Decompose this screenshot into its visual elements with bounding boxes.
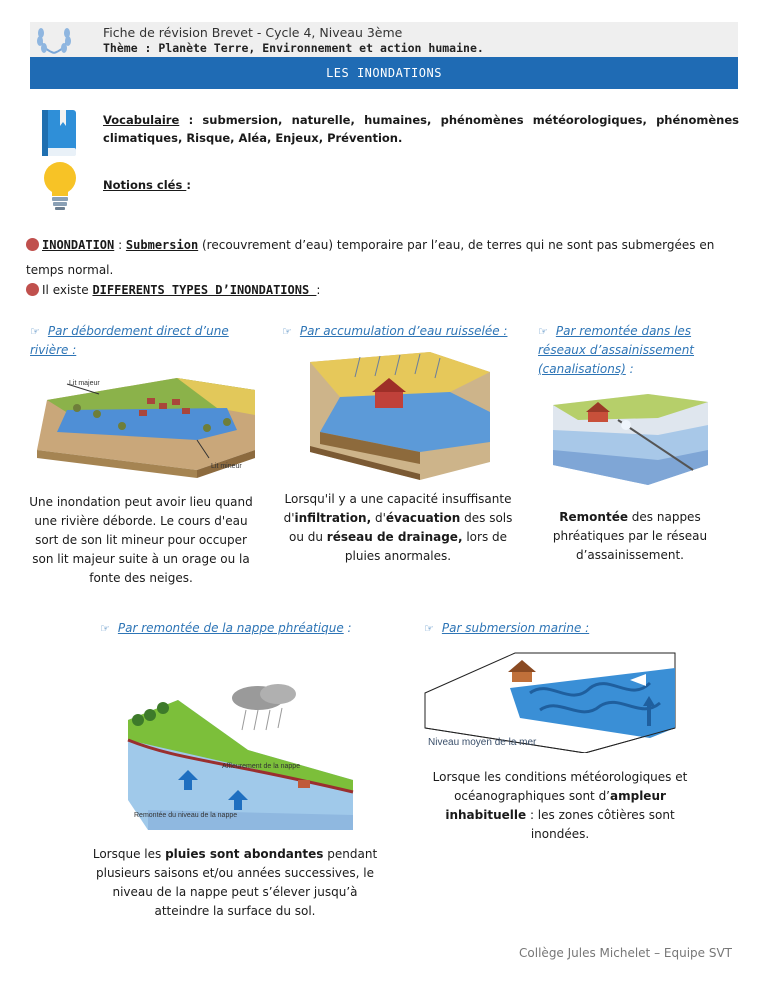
- pointing-hand-icon: ☞: [424, 622, 434, 635]
- key-notions: [103, 178, 191, 192]
- type-groundwater-title: [100, 619, 380, 638]
- marine-submersion-illustration: [420, 648, 680, 753]
- book-icon: [38, 108, 82, 160]
- type-river-overflow-desc: Une inondation peut avoir lieu quand une rivière déborde. Le cours d'eau sort de son lit mineur pour occuper son lit majeur suite à un orage ou la fonte des neiges.: [29, 495, 253, 585]
- vocabulary-text: : submersion, naturelle, humaines, phénomènes météorologiques, phénomènes climatiques, Risque, Aléa, Enjeux, Prévention.: [103, 113, 739, 145]
- marine-desc-3: : les zones côtières sont inondées.: [526, 808, 675, 841]
- label-remontee-niveau: Remontée du niveau de la nappe: [134, 812, 238, 819]
- types-intro-before: Il existe: [42, 283, 93, 297]
- groundwater-desc-3: pendant plusieurs saisons et/ou années successives, le niveau de la nappe peut s’élever jusqu’à atteindre la surface du sol.: [96, 847, 378, 918]
- label-lit-mineur: Lit mineur: [211, 463, 242, 470]
- type-groundwater-label-end: :: [343, 621, 352, 635]
- definition-sep: :: [114, 238, 126, 252]
- key-notions-label: Notions clés: [103, 178, 187, 192]
- sewer-desc-key: Remontée: [559, 510, 628, 524]
- type-groundwater-label: Par remontée de la nappe phréatique: [117, 621, 344, 635]
- types-intro: [26, 283, 320, 297]
- laurel-logo-icon: [34, 23, 74, 57]
- page-footer: Collège Jules Michelet – Equipe SVT: [519, 946, 732, 960]
- definition-paragraph: [26, 233, 741, 283]
- pointing-hand-icon: ☞: [538, 325, 548, 338]
- runoff-desc-5: des sols ou du: [288, 511, 513, 544]
- runoff-desc-7: lors de pluies anormales.: [344, 530, 508, 563]
- runoff-illustration: [300, 352, 500, 482]
- sewer-illustration: [548, 390, 710, 490]
- bullet-dot-icon: [26, 283, 39, 296]
- type-sewer-label: Par remontée dans les réseaux d’assainissement (canalisations): [538, 324, 695, 376]
- runoff-desc-evacuation: évacuation: [385, 511, 461, 525]
- sewer-desc-text: des nappes phréatiques par le réseau d’assainissement.: [552, 510, 708, 562]
- page-title-banner: LES INONDATIONS: [30, 57, 738, 89]
- type-runoff-label: Par accumulation d’eau ruisselée :: [299, 324, 508, 338]
- type-runoff-desc: [278, 490, 518, 566]
- river-overflow-illustration: [27, 370, 257, 480]
- header-theme: Thème : Planète Terre, Environnement et action humaine.: [103, 41, 484, 55]
- type-river-overflow-title: [30, 322, 240, 360]
- type-marine-label: Par submersion marine :: [441, 621, 590, 635]
- type-marine-desc: [430, 768, 690, 844]
- runoff-desc-drainage: réseau de drainage,: [326, 530, 463, 544]
- types-intro-key: DIFFERENTS TYPES D’INONDATIONS: [92, 283, 317, 297]
- type-river-overflow-label: Par débordement direct d’une rivière :: [30, 324, 229, 357]
- bullet-dot-icon: [26, 238, 39, 251]
- runoff-desc-infiltration: infiltration,: [294, 511, 372, 525]
- definition-term: INONDATION: [42, 238, 115, 252]
- vocabulary-label: Vocabulaire: [103, 113, 180, 127]
- groundwater-desc-key: pluies sont abondantes: [165, 847, 324, 861]
- pointing-hand-icon: ☞: [282, 325, 292, 338]
- type-sewer-title: [538, 322, 738, 379]
- header-course: Fiche de révision Brevet - Cycle 4, Niveau 3ème: [103, 25, 403, 40]
- type-sewer-label-end: :: [625, 362, 634, 376]
- label-lit-majeur: Lit majeur: [69, 380, 100, 387]
- type-runoff-title: [282, 322, 522, 341]
- type-sewer-desc: [545, 508, 715, 565]
- vocabulary-block: [103, 111, 739, 147]
- lightbulb-icon: [40, 160, 80, 212]
- label-niveau-moyen: Niveau moyen de la mer: [428, 737, 537, 748]
- types-intro-after: :: [316, 283, 321, 297]
- groundwater-desc-1: Lorsque les: [92, 847, 166, 861]
- key-notions-colon: :: [186, 178, 191, 192]
- pointing-hand-icon: ☞: [30, 325, 40, 338]
- runoff-desc-3: d': [371, 511, 386, 525]
- groundwater-illustration: [118, 680, 358, 832]
- type-groundwater-desc: [90, 845, 380, 921]
- definition-text: (recouvrement d’eau) temporaire par l’eau, de terres qui ne sont pas submergées en temps normal.: [26, 238, 715, 277]
- label-affleurement: Affleurement de la nappe: [222, 763, 301, 770]
- definition-key: Submersion: [125, 238, 199, 252]
- pointing-hand-icon: ☞: [100, 622, 110, 635]
- marine-desc-key: ampleur inhabituelle: [445, 789, 666, 822]
- runoff-desc-1: Lorsqu'il y a une capacité insuffisante d': [283, 492, 512, 525]
- marine-desc-1: Lorsque les conditions météorologiques et océanographiques sont d’: [432, 770, 688, 803]
- type-marine-title: [424, 619, 664, 638]
